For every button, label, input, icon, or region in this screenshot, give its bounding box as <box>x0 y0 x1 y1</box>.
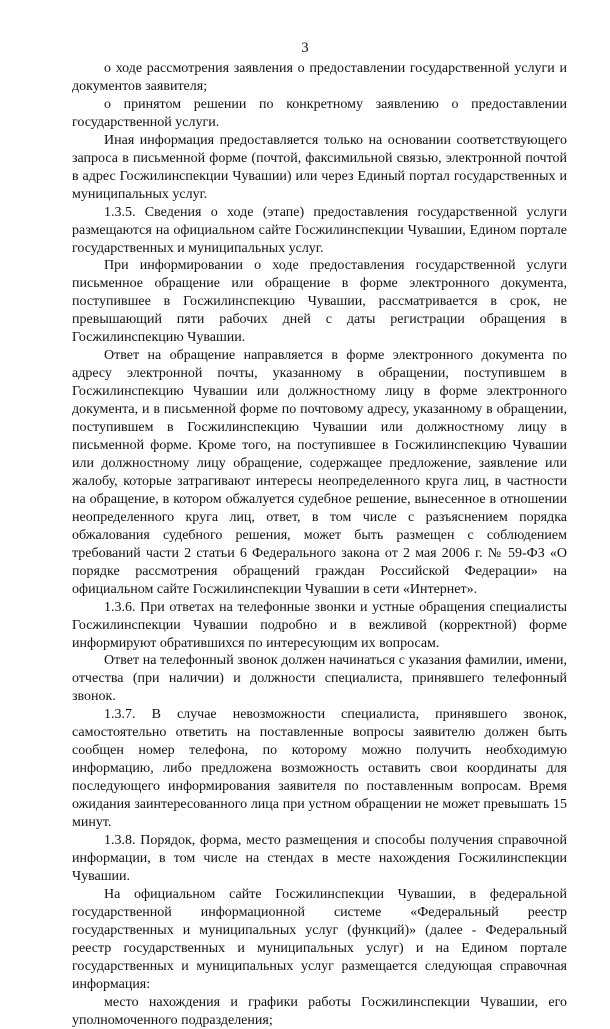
paragraph-6: Ответ на обращение направляется в форме электронного документа по адресу электронной почты, указанному в обращении, поступившем в Госжилинспекцию Чувашии или должностному лицу в форме электронного документа, и в письменной форме по почтовому адресу, указанному в обращении, поступившем в Госжилинспекцию Чувашии или должностному лицу в письменной форме. Кроме того, на поступившее в Госжилинспекцию Чувашии или должностному лицу обращение, содержащее предложение, заявление или жалобу, которые затрагивают интересы неопределенного круга лиц, в частности на обращение, в котором обжалуется судебное решение, вынесенное в отношении неопределенного круга лиц, ответ, в том числе с разъяснением порядка обжалования судебного решения, может быть размещен с соблюдением требований части 2 статьи 6 Федерального закона от 2 мая 2006 г. № 59-ФЗ «О порядке рассмотрения обращений граждан Российской Федерации» на официальном сайте Госжилинспекции Чувашии в сети «Интернет». <box>72 348 567 597</box>
paragraph-2: о принятом решении по конкретному заявлению о предоставлении государственной услуги. <box>72 96 567 130</box>
paragraph-11: На официальном сайте Госжилинспекции Чувашии, в федеральной государственной информационной системе «Федеральный реестр государственных и муниципальных услуг (функций)» (далее - Федеральный реестр государственных и муниципальных услуг) и на Едином портале государственных и муниципальных услуг размещается следующая справочная информация: <box>72 886 567 992</box>
paragraph-1: о ходе рассмотрения заявления о предоставлении государственной услуги и документов заявителя; <box>72 61 567 94</box>
paragraph-3: Иная информация предоставляется только на основании соответствующего запроса в письменной форме (почтой, факсимильной связью, электронной почтой в адрес Госжилинспекции Чувашии) или через Единый портал государственных и муниципальных услуг. <box>72 132 567 202</box>
paragraph-9: 1.3.7. В случае невозможности специалиста, принявшего звонок, самостоятельно ответить на поставленные вопросы заявителю должен быть сообщен номер телефона, по которому можно получить необходимую информацию, либо предложена возможность оставить свои координаты для последующего информирования заявителя по поставленным вопросам. Время ожидания заинтересованного лица при устном обращении не может превышать 15 минут. <box>72 707 567 831</box>
document-body <box>72 60 567 1029</box>
paragraph-8: Ответ на телефонный звонок должен начинаться с указания фамилии, имени, отчества (при наличии) и должности специалиста, принявшего телефонный звонок. <box>72 653 567 705</box>
paragraph-7: 1.3.6. При ответах на телефонные звонки и устные обращения специалисты Госжилинспекции Чувашии подробно и в вежливой (корректной) форме информируют обратившихся по интересующим их вопросам. <box>72 599 567 651</box>
paragraph-5: При информировании о ходе предоставления государственной услуги письменное обращение или обращение в форме электронного документа, поступившее в Госжилинспекцию Чувашии, рассматривается в срок, не превышающий пяти рабочих дней с даты регистрации обращения в Госжилинспекцию Чувашии. <box>72 258 567 346</box>
paragraph-10: 1.3.8. Порядок, форма, место размещения и способы получения справочной информации, в том числе на стендах в месте нахождения Госжилинспекции Чувашии. <box>72 832 567 884</box>
paragraph-12: место нахождения и графики работы Госжилинспекции Чувашии, его уполномоченного подразделения; <box>72 994 567 1028</box>
page-number: 3 <box>301 40 309 56</box>
paragraph-4: 1.3.5. Сведения о ходе (этапе) предоставления государственной услуги размещаются на официальном сайте Госжилинспекции Чувашии, Едином портале государственных и муниципальных услуг. <box>72 204 567 256</box>
